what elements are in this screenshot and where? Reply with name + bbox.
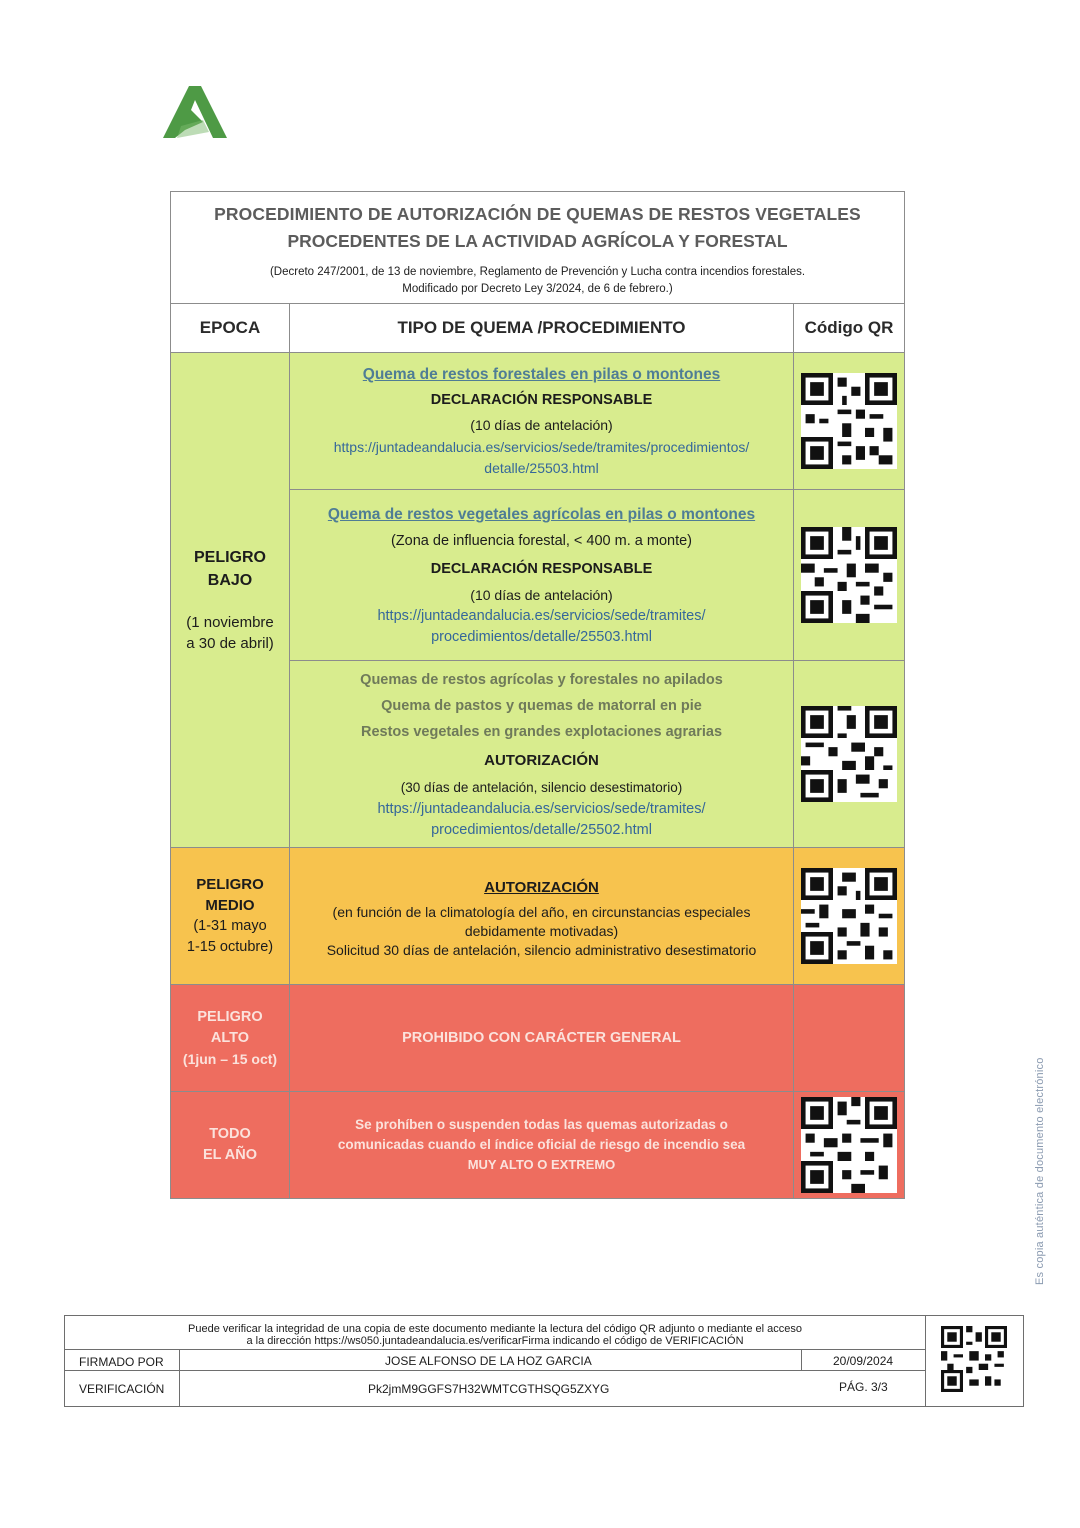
document-title-line1: PROCEDIMIENTO DE AUTORIZACIÓN DE QUEMAS DE RESTOS VEGETALES	[214, 204, 861, 224]
qr-code-forestales[interactable]	[794, 353, 904, 489]
epoch-medio-dates2: 1-15 octubre)	[186, 939, 274, 955]
table-title-block	[171, 192, 904, 304]
epoch-bajo-line1: PELIGRO	[193, 549, 266, 566]
column-header-qr: Código QR	[804, 318, 894, 337]
epoch-todo-line2: EL AÑO	[203, 1147, 257, 1163]
epoch-medio-line1: PELIGRO	[196, 876, 264, 893]
page-number: PÁG. 3/3	[839, 1380, 888, 1394]
verificacion-code: Pk2jmM9GGFS7H32WMTCGTHSQG5ZXYG	[368, 1382, 610, 1396]
bajo-entry-forestales	[290, 353, 904, 490]
bajo-entry-agricolas	[290, 490, 904, 661]
bajo-entries	[290, 353, 904, 847]
entry-agricolas-procedure: DECLARACIÓN RESPONSABLE	[430, 561, 653, 577]
qr-code-todo[interactable]	[794, 1092, 904, 1198]
qr-code-icon	[801, 868, 897, 964]
verificacion-label: VERIFICACIÓN	[79, 1382, 165, 1396]
row-peligro-medio	[171, 848, 904, 985]
entry-agricolas-url-line1[interactable]: https://juntadeandalucia.es/servicios/sede/tramites/	[377, 608, 706, 624]
firmado-por-label: FIRMADO POR	[79, 1355, 164, 1369]
row-peligro-alto	[171, 985, 904, 1092]
signature-date: 20/09/2024	[833, 1354, 894, 1368]
epoch-bajo-dates2: a 30 de abril)	[186, 635, 274, 652]
entry-no-apilados-url-line1[interactable]: https://juntadeandalucia.es/servicios/sede/tramites/	[377, 801, 706, 817]
qr-code-icon	[801, 706, 897, 802]
epoch-bajo-line2: BAJO	[207, 572, 253, 589]
entry-forestales-procedure: DECLARACIÓN RESPONSABLE	[430, 392, 653, 408]
verification-message-line1: Puede verificar la integridad de una copia de este documento mediante la lectura del código QR adjunto o mediante el acceso	[188, 1323, 802, 1335]
table-header-row	[171, 304, 904, 353]
entry-agricolas-zone: (Zona de influencia forestal, < 400 m. a monte)	[390, 533, 693, 549]
entry-agricolas-notice: (10 días de antelación)	[470, 587, 613, 603]
alto-prohibido-text: PROHIBIDO CON CARÁCTER GENERAL	[402, 1030, 681, 1046]
epoch-medio-line2: MEDIO	[205, 897, 255, 914]
decree-line2: Modificado por Decreto Ley 3/2024, de 6 de febrero.)	[402, 283, 673, 295]
epoch-bajo-dates1: (1 noviembre	[186, 614, 274, 631]
entry-forestales-notice: (10 días de antelación)	[470, 417, 613, 433]
epoch-peligro-alto	[171, 985, 290, 1091]
epoch-alto-line2: ALTO	[210, 1029, 250, 1046]
entry-no-apilados-line3: Restos vegetales en grandes explotaciones agrarias	[360, 724, 723, 740]
entry-forestales-content	[290, 353, 794, 489]
entry-no-apilados-url-line2[interactable]: procedimientos/detalle/25502.html	[431, 822, 652, 838]
row-peligro-bajo	[171, 353, 904, 848]
epoch-alto-line1: PELIGRO	[197, 1008, 263, 1025]
entry-agricolas-url-line2[interactable]: procedimientos/detalle/25503.html	[431, 629, 652, 645]
qr-code-icon	[801, 527, 897, 623]
verification-message	[65, 1316, 925, 1349]
entry-no-apilados-line2: Quema de pastos y quemas de matorral en pie	[381, 698, 702, 714]
alto-content	[290, 985, 794, 1091]
todo-line2: comunicadas cuando el índice oficial de riesgo de incendio sea	[337, 1137, 746, 1152]
burn-procedure-table	[170, 191, 905, 1199]
qr-code-medio[interactable]	[794, 848, 904, 984]
junta-andalucia-logo	[163, 86, 227, 142]
entry-no-apilados-line1: Quemas de restos agrícolas y forestales no apilados	[360, 672, 723, 688]
medio-procedure: AUTORIZACIÓN	[484, 878, 599, 896]
entry-agricolas-content	[290, 490, 794, 660]
decree-reference	[171, 264, 904, 298]
entry-agricolas-title[interactable]: Quema de restos vegetales agrícolas en pilas o montones	[327, 506, 756, 523]
column-header-epoca: EPOCA	[171, 304, 290, 352]
firmado-por-value: JOSE ALFONSO DE LA HOZ GARCIA	[385, 1354, 592, 1368]
decree-line1: (Decreto 247/2001, de 13 de noviembre, Reglamento de Prevención y Lucha contra incendios forestales.	[269, 266, 806, 278]
alto-qr-empty-cell	[794, 985, 904, 1091]
medio-line2: debidamente motivadas)	[464, 922, 619, 939]
todo-line1: Se prohíben o suspenden todas las quemas autorizadas o	[355, 1117, 728, 1132]
entry-no-apilados-procedure: AUTORIZACIÓN	[484, 752, 599, 769]
row-todo-el-ano	[171, 1092, 904, 1198]
entry-no-apilados-notice: (30 días de antelación, silencio desestimatorio)	[400, 780, 683, 795]
medio-line1: (en función de la climatología del año, en circunstancias especiales	[332, 903, 751, 920]
todo-line3: MUY ALTO O EXTREMO	[467, 1157, 616, 1172]
document-title-line2: PROCEDENTES DE LA ACTIVIDAD AGRÍCOLA Y FORESTAL	[287, 231, 788, 251]
entry-forestales-title[interactable]: Quema de restos forestales en pilas o montones	[362, 366, 721, 383]
epoch-peligro-medio	[171, 848, 290, 984]
entry-forestales-url-line1[interactable]: https://juntadeandalucia.es/servicios/sede/tramites/procedimientos/	[333, 439, 750, 455]
medio-line3: Solicitud 30 días de antelación, silencio administrativo desestimatorio	[326, 941, 757, 958]
verification-footer	[64, 1315, 1024, 1407]
qr-code-no-apilados[interactable]	[794, 661, 904, 847]
verification-qr-icon[interactable]	[941, 1325, 1007, 1393]
epoch-medio-dates1: (1-31 mayo	[193, 918, 267, 934]
entry-forestales-url-line2[interactable]: detalle/25503.html	[484, 460, 599, 476]
column-header-tipo: TIPO DE QUEMA /PROCEDIMIENTO	[290, 304, 794, 352]
epoch-todo-line1: TODO	[209, 1126, 251, 1142]
authentic-copy-note: Es copia auténtica de documento electrónico	[1034, 1057, 1046, 1285]
qr-code-icon	[801, 373, 897, 469]
qr-code-icon	[801, 1097, 897, 1193]
verification-message-line2: a la dirección https://ws050.juntadeandalucia.es/verificarFirma indicando el código de VERIFICACIÓN	[246, 1335, 744, 1347]
epoch-peligro-bajo	[171, 353, 290, 847]
epoch-alto-dates: (1jun – 15 oct)	[182, 1050, 278, 1067]
bajo-entry-no-apilados	[290, 661, 904, 847]
medio-content	[290, 848, 794, 984]
epoch-todo-el-ano	[171, 1092, 290, 1198]
entry-no-apilados-content	[290, 661, 794, 847]
qr-code-agricolas[interactable]	[794, 490, 904, 660]
todo-content	[290, 1092, 794, 1198]
